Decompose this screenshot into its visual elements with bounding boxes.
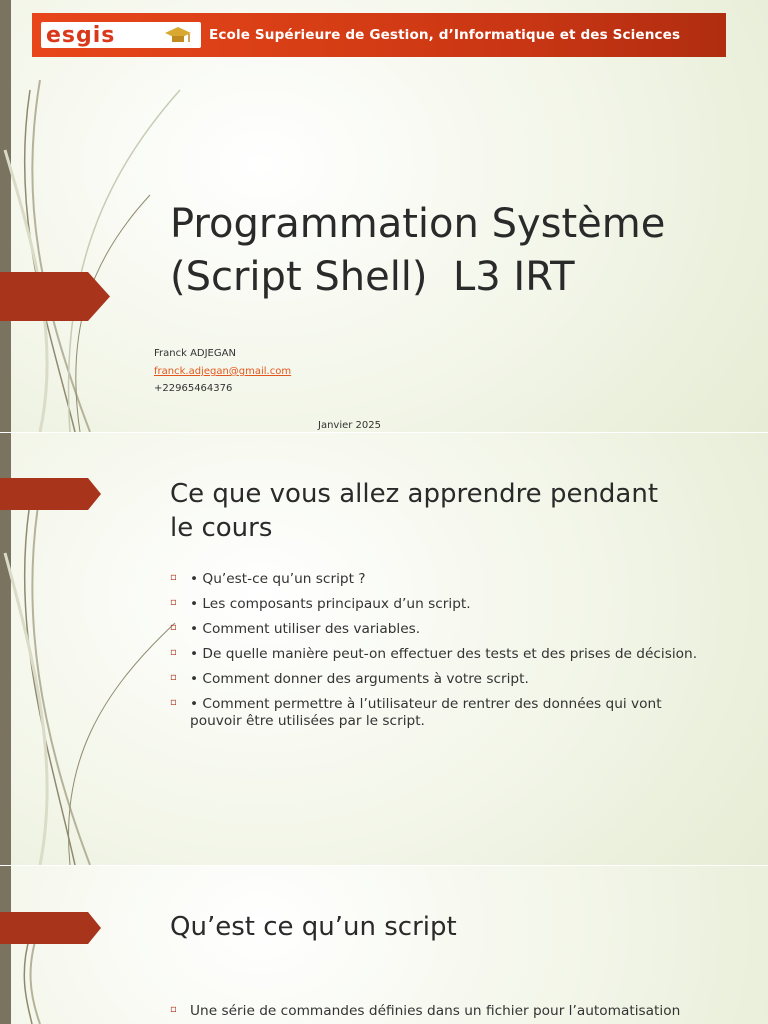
slide-heading [170,477,730,545]
bullet-marker-icon: ▫ [170,622,177,633]
school-banner [32,13,726,57]
author-email [154,366,291,377]
presentation-date: Janvier 2025 [318,420,382,431]
title-line-1: Programmation Système [170,201,666,247]
list-item: ▫ • De quelle manière peut-on effectuer des tests et des prises de décision. [170,646,698,662]
bullet-marker-icon: ▫ [170,647,177,658]
bullet-marker-icon: ▫ [170,597,177,608]
email-link[interactable]: franck.adjegan@gmail.com [154,366,292,377]
list-item: ▫ • Les composants principaux d’un script. [170,596,471,612]
title-slide [0,0,768,432]
logo-text: esgis [46,22,116,48]
definition-list [170,1003,715,1024]
accent-tab [0,912,101,944]
list-item: ▫ • Comment permettre à l’utilisateur de rentrer des données qui vont pouvoir être utilisées par le script. [170,696,662,729]
list-item: ▫ • Comment donner des arguments à votre script. [170,671,529,687]
bullet-marker-icon: ▫ [170,1004,177,1015]
heading-line-1: Ce que vous allez apprendre pendant [170,479,659,509]
graduation-cap-icon [163,25,193,45]
accent-tab [0,478,101,510]
accent-tab [0,272,110,321]
objectives-slide [0,433,768,865]
school-name: Ecole Supérieure de Gestion, d’Informatique et des Sciences [209,27,681,43]
bullet-marker-icon: ▫ [170,572,177,583]
list-item: ▫ • Qu’est-ce qu’un script ? [170,571,366,587]
objectives-list [170,571,715,738]
bullet-marker-icon: ▫ [170,697,177,708]
author-name: Franck ADJEGAN [154,348,236,359]
author-phone: +22965464376 [154,383,233,394]
bullet-marker-icon: ▫ [170,672,177,683]
esgis-logo [41,22,201,48]
slide-title [170,198,665,304]
list-item: ▫ Une série de commandes définies dans un fichier pour l’automatisation [170,1003,681,1019]
heading-line-2: le cours [170,513,273,543]
script-definition-slide [0,866,768,1024]
slide-heading: Qu’est ce qu’un script [170,912,457,942]
list-item: ▫ • Comment utiliser des variables. [170,621,421,637]
title-line-2: (Script Shell) L3 IRT [170,254,575,300]
